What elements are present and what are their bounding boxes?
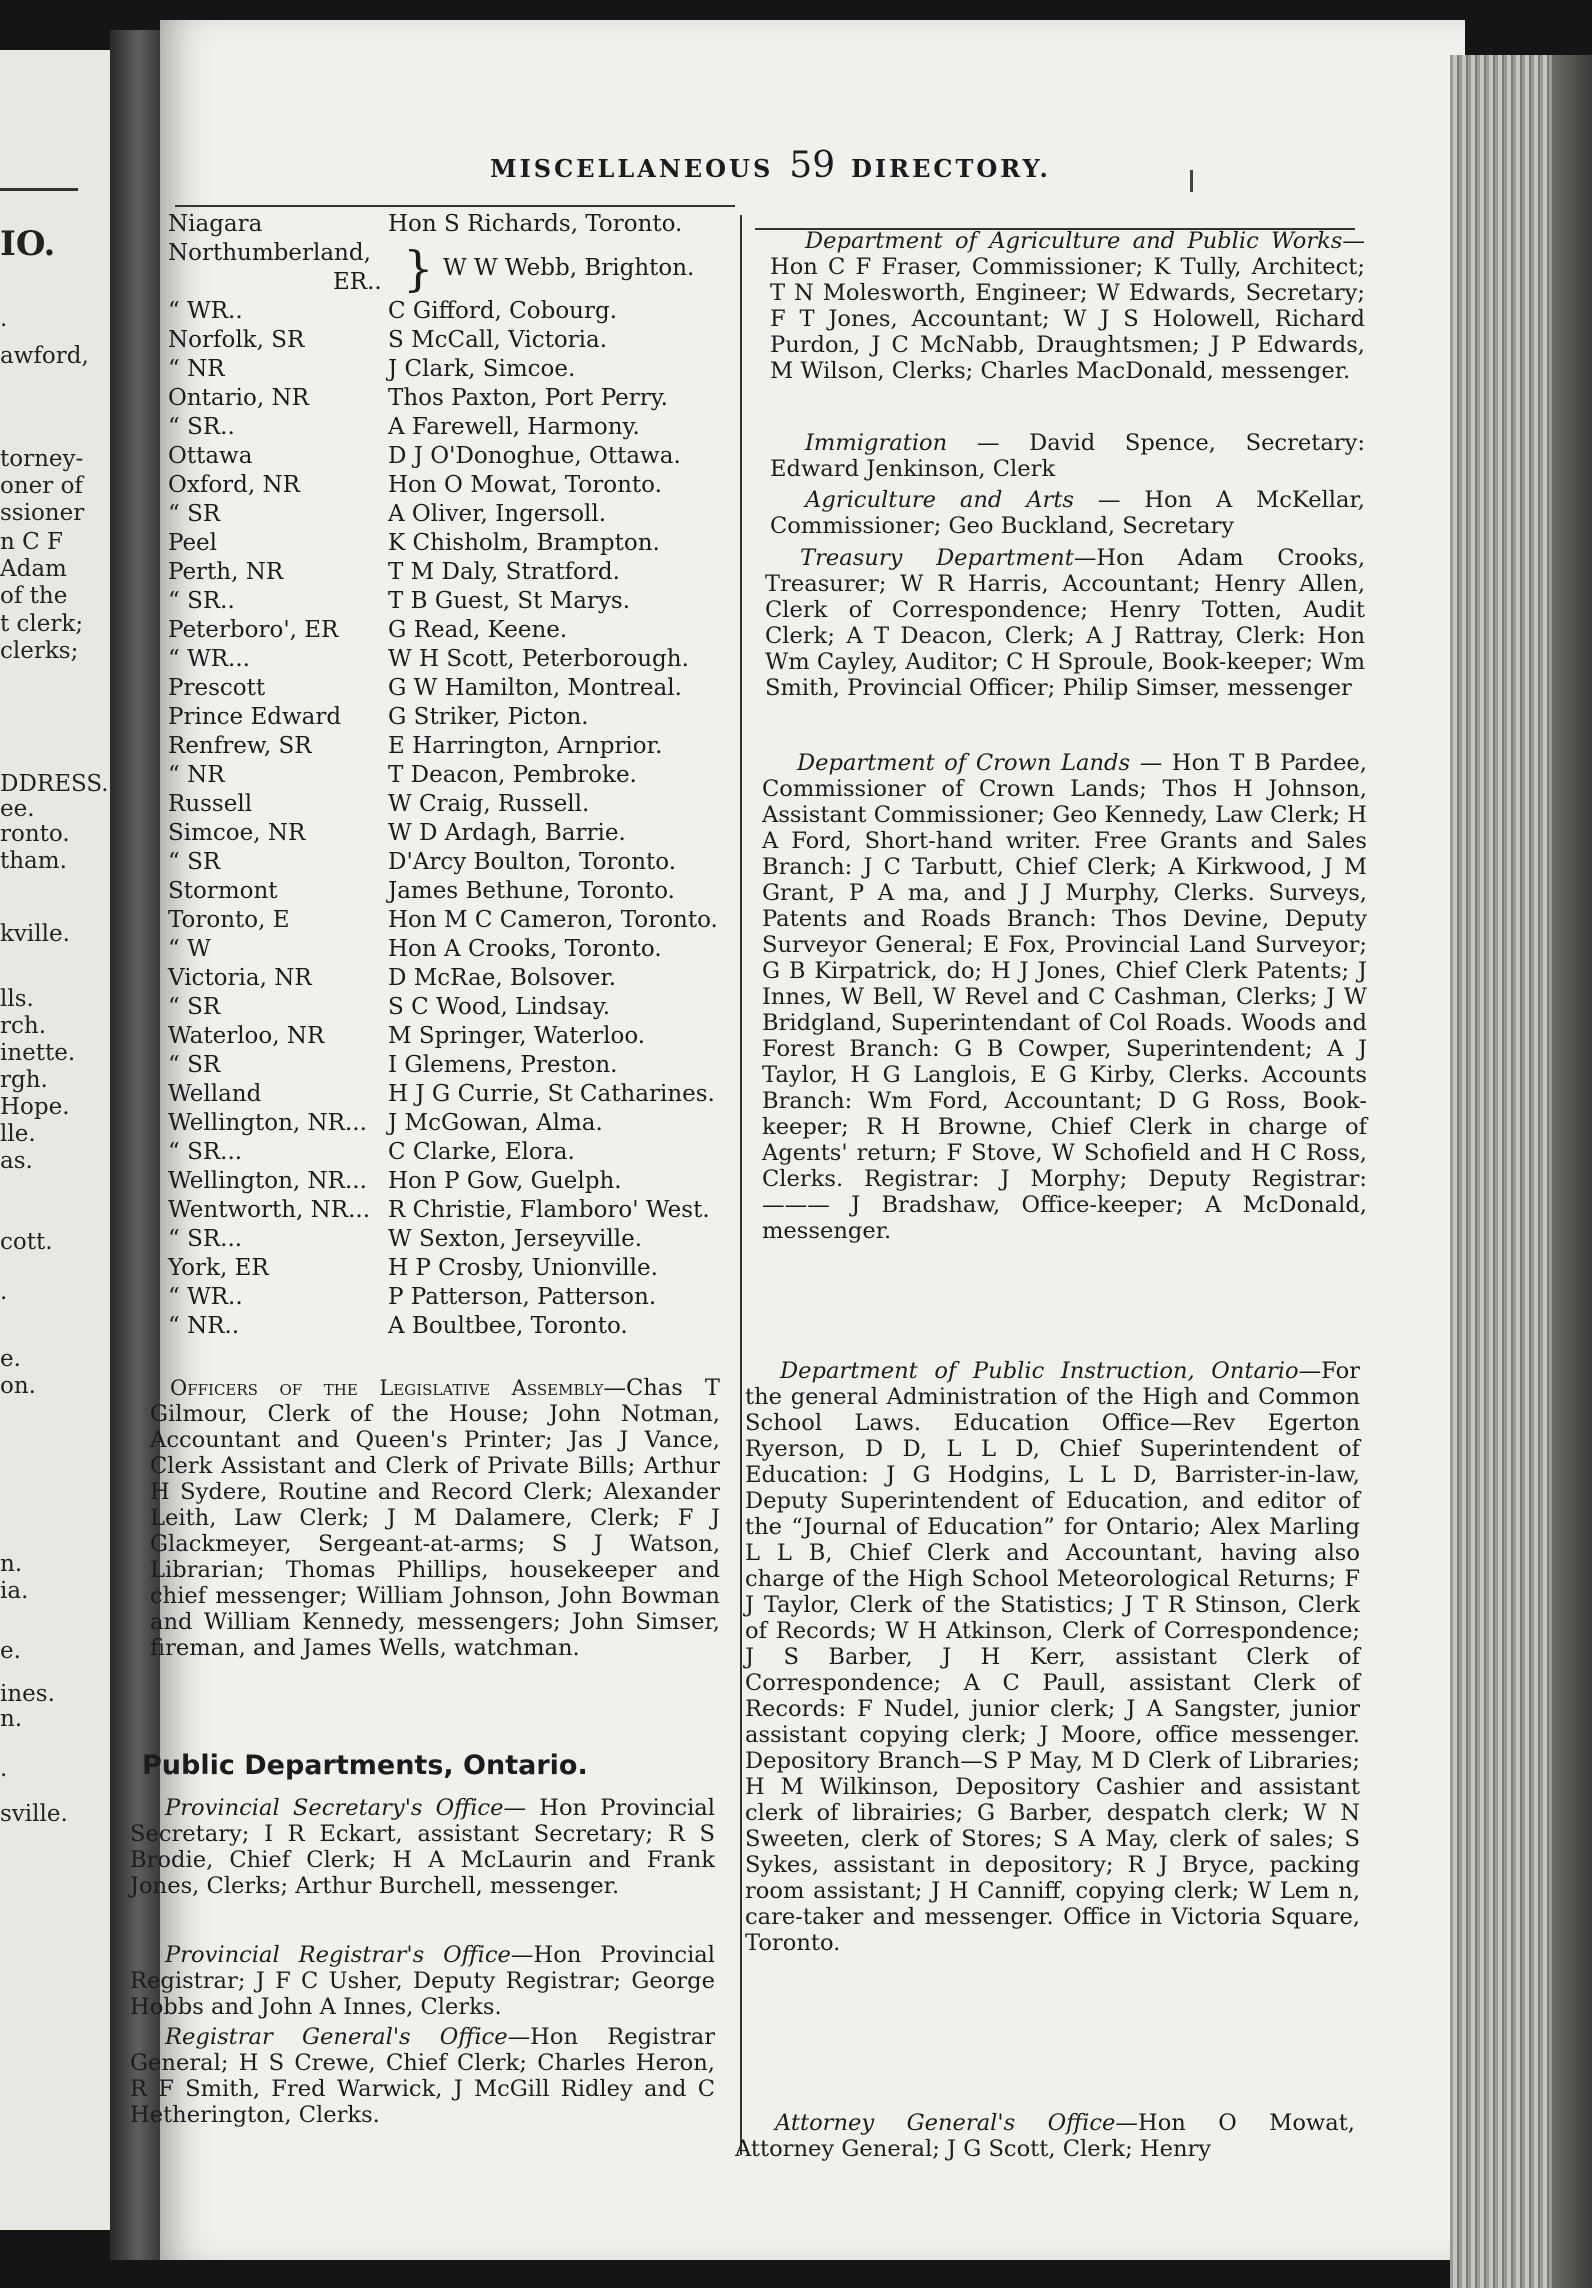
constituency: “ SR...: [168, 1226, 243, 1252]
section-text: —Hon C F Fraser, Commissioner; K Tully, Architect; T N Molesworth, Engineer; W Edwards, Secretary; F T Jones, Accountant; W J S Holowell, Richard Purdon, J C McNabb, Draughtsmen; J P Edwards, M Wilson, Clerks; Charles MacDonald, messenger.: [770, 228, 1365, 384]
member-row: [168, 413, 738, 442]
constituency: Simcoe, NR: [168, 820, 306, 846]
registrar-general-office: [130, 2024, 715, 2128]
immigration-section: [770, 430, 1365, 482]
member-name: D J O'Donoghue, Ottawa.: [388, 443, 681, 469]
member-name: T B Guest, St Marys.: [388, 588, 631, 614]
constituency: Waterloo, NR: [168, 1023, 325, 1049]
previous-page-fragment: clerks;: [0, 638, 79, 664]
previous-page-fragment: awford,: [0, 343, 89, 369]
print-mark: [1190, 170, 1193, 192]
previous-page-fragment: on.: [0, 1373, 36, 1399]
section-lead: Provincial Registrar's Office: [165, 1942, 511, 1968]
page-number: 59: [789, 145, 836, 186]
member-name: I Glemens, Preston.: [388, 1052, 618, 1078]
member-row: [168, 964, 738, 993]
previous-page-fragment: lle.: [0, 1121, 36, 1147]
member-row: [168, 210, 738, 239]
previous-page-fragment: inette.: [0, 1040, 76, 1066]
previous-page-fragment: rch.: [0, 1013, 46, 1039]
member-name: D McRae, Bolsover.: [388, 965, 617, 991]
constituency: Russell: [168, 791, 253, 817]
previous-page-fragment: ia.: [0, 1578, 29, 1604]
member-name: A Oliver, Ingersoll.: [388, 501, 607, 527]
section-lead: Department of Public Instruction, Ontario: [780, 1358, 1299, 1384]
section-lead: Agriculture and Arts: [805, 487, 1074, 513]
previous-page-fragment: as.: [0, 1148, 33, 1174]
member-name: D'Arcy Boulton, Toronto.: [388, 849, 677, 875]
previous-page-fragment: ines.: [0, 1681, 55, 1707]
member-row: [168, 1254, 738, 1283]
constituency: “ WR..: [168, 1284, 243, 1310]
previous-page: [0, 50, 118, 2230]
previous-page-fragment: ssioner: [0, 500, 85, 526]
member-row: [168, 616, 738, 645]
section-lead: Provincial Secretary's Office: [165, 1795, 504, 1821]
member-name: G W Hamilton, Montreal.: [388, 675, 682, 701]
member-row: [168, 1109, 738, 1138]
constituency: “ WR...: [168, 646, 250, 672]
member-row: [168, 355, 738, 384]
treasury-department: [765, 545, 1365, 701]
previous-page-fragment: ee.: [0, 796, 35, 822]
constituency: “ W: [168, 936, 211, 962]
member-row: [168, 1051, 738, 1080]
member-row: [168, 674, 738, 703]
department-public-instruction: [745, 1358, 1360, 1956]
previous-page-fragment: n C F: [0, 529, 63, 555]
previous-page-fragment: .: [0, 306, 8, 332]
member-row: [168, 239, 738, 297]
constituency: Prince Edward: [168, 704, 342, 730]
previous-page-fragment: Hope.: [0, 1094, 70, 1120]
previous-page-fragment: DDRESS.: [0, 771, 109, 797]
member-row: [168, 587, 738, 616]
member-name: W D Ardagh, Barrie.: [388, 820, 626, 846]
page-edges: [1450, 55, 1592, 2288]
member-row: [168, 297, 738, 326]
section-text: —Hon O Mowat, Attorney General; J G Scott, Clerk; Henry: [735, 2110, 1355, 2162]
header-rule-left: [175, 205, 735, 207]
member-name: W H Scott, Peterborough.: [388, 646, 689, 672]
member-row: [168, 1225, 738, 1254]
page-header: [490, 145, 1051, 186]
header-right-word: DIRECTORY.: [851, 154, 1051, 183]
previous-page-fragment: .: [0, 1279, 8, 1305]
constituency: “ WR..: [168, 298, 243, 324]
member-name: R Christie, Flamboro' West.: [388, 1197, 710, 1223]
member-list: [168, 210, 738, 1341]
constituency: “ SR: [168, 501, 221, 527]
previous-page-fragment: ronto.: [0, 821, 70, 847]
member-name: J Clark, Simcoe.: [388, 356, 576, 382]
section-text: —Hon Registrar General; H S Crewe, Chief Clerk; Charles Heron, R F Smith, Fred Warwick, J McGill Ridley and C Hetherington, Clerks.: [130, 2024, 716, 2128]
constituency: “ NR..: [168, 1313, 240, 1339]
member-row: [168, 906, 738, 935]
constituency: Toronto, E: [168, 907, 290, 933]
member-row: [168, 993, 738, 1022]
section-lead: Department of Crown Lands: [797, 750, 1131, 776]
previous-page-fragment: lls.: [0, 986, 34, 1012]
constituency: “ NR: [168, 356, 225, 382]
section-lead: Officers of the Legislative Assembly: [170, 1376, 604, 1400]
constituency: Peel: [168, 530, 218, 556]
member-name: S C Wood, Lindsay.: [388, 994, 611, 1020]
member-row: [168, 1080, 738, 1109]
section-lead: Treasury Department: [800, 545, 1074, 571]
constituency: “ NR: [168, 762, 225, 788]
member-row: [168, 558, 738, 587]
member-name: K Chisholm, Brampton.: [388, 530, 660, 556]
member-name: James Bethune, Toronto.: [388, 878, 675, 904]
constituency: Oxford, NR: [168, 472, 300, 498]
member-row: [168, 529, 738, 558]
member-row: [168, 761, 738, 790]
constituency: Victoria, NR: [168, 965, 312, 991]
constituency: Perth, NR: [168, 559, 284, 585]
section-lead: Attorney General's Office: [775, 2110, 1116, 2136]
constituency: Renfrew, SR: [168, 733, 312, 759]
previous-page-fragment: Adam: [0, 556, 67, 582]
member-name: W Craig, Russell.: [388, 791, 590, 817]
section-text: —Hon Adam Crooks, Treasurer; W R Harris, Accountant; Henry Allen, Clerk of Correspondence; Henry Totten, Audit Clerk; A T Deacon, Clerk; A J Rattray, Clerk: Hon Wm Cayley, Auditor; C H Sproule, Book-keeper; Wm Smith, Provincial Officer; Philip Simser, messenger: [765, 545, 1365, 701]
previous-page-rule: [0, 188, 78, 191]
constituency: Ottawa: [168, 443, 253, 469]
section-text: — Hon T B Pardee, Commissioner of Crown Lands; Thos H Johnson, Assistant Commissioner; Geo Kennedy, Law Clerk; H A Ford, Short-hand writer. Free Grants and Sales Branch: J C Tarbutt, Chief Clerk; A Kirkwood, J M Grant, P A ma, and J J Murphy, Clerks. Surveys, Patents and Roads Branch: Thos Devine, Deputy Surveyor General; E Fox, Provincial Land Surveyor; G B Kirpatrick, do; H J Jones, Chief Clerk Patents; J Innes, W Bell, W Revel and C Cashman, Clerks; J W Bridgland, Superintendant of Col Roads. Woods and Forest Branch: G B Cowper, Superintendent; A J Taylor, H G Langlois, E G Kirby, Clerks. Accounts Branch: Wm Ford, Accountant; D G Ross, Book-keeper; R H Browne, Chief Clerk in charge of Agents' return; F Stove, W Schofield and H C Ross, Clerks. Registrar: J Morphy; Deputy Registrar: ——— J Bradshaw, Office-keeper; A McDonald, messenger.: [762, 750, 1367, 1244]
member-name: H P Crosby, Unionville.: [388, 1255, 658, 1281]
constituency-riding: ER..: [333, 269, 382, 295]
member-name: C Clarke, Elora.: [388, 1139, 575, 1165]
member-name: Hon M C Cameron, Toronto.: [388, 907, 718, 933]
member-name: C Gifford, Cobourg.: [388, 298, 618, 324]
previous-page-fragment: kville.: [0, 921, 70, 947]
member-name: W Sexton, Jerseyville.: [388, 1226, 643, 1252]
section-text: —Chas T Gilmour, Clerk of the House; John Notman, Accountant and Queen's Printer; Jas J Vance, Clerk Assistant and Clerk of Private Bills; Arthur H Sydere, Routine and Record Clerk; Alexander Leith, Law Clerk; J M Dalamere, Clerk; F J Glackmeyer, Sergeant-at-arms; S J Watson, Librarian; Thomas Phillips, housekeeper and chief messenger; William Johnson, John Bowman and William Kennedy, messengers; John Simser, fireman, and James Wells, watchman.: [150, 1375, 721, 1661]
member-row: [168, 500, 738, 529]
public-departments-heading: Public Departments, Ontario.: [142, 1750, 588, 1781]
member-name: S McCall, Victoria.: [388, 327, 608, 353]
provincial-secretary-office: [130, 1795, 715, 1899]
member-name: Hon O Mowat, Toronto.: [388, 472, 662, 498]
member-row: [168, 1196, 738, 1225]
member-row: [168, 703, 738, 732]
member-row: [168, 326, 738, 355]
member-name: G Striker, Picton.: [388, 704, 589, 730]
book-edge-shadow: [1552, 55, 1592, 2288]
member-row: [168, 732, 738, 761]
previous-page-fragment: cott.: [0, 1229, 53, 1255]
attorney-general-office: [735, 2110, 1355, 2162]
agriculture-arts-section: [770, 487, 1365, 539]
officers-legislative-assembly: [150, 1375, 720, 1661]
previous-page-fragment: rgh.: [0, 1067, 48, 1093]
member-row: [168, 1022, 738, 1051]
member-name: G Read, Keene.: [388, 617, 568, 643]
member-name: E Harrington, Arnprior.: [388, 733, 663, 759]
constituency: Wellington, NR...: [168, 1168, 367, 1194]
member-row: [168, 790, 738, 819]
constituency: Prescott: [168, 675, 266, 701]
member-row: [168, 819, 738, 848]
previous-page-fragment: tham.: [0, 848, 67, 874]
previous-page-fragment: sville.: [0, 1801, 68, 1827]
member-row: [168, 384, 738, 413]
previous-page-fragment: n.: [0, 1551, 23, 1577]
member-name: M Springer, Waterloo.: [388, 1023, 646, 1049]
previous-page-fragment: .: [0, 1756, 8, 1782]
member-row: [168, 848, 738, 877]
member-name: Thos Paxton, Port Perry.: [388, 385, 668, 411]
section-text: — Hon A McKellar, Commissioner; Geo Buckland, Secretary: [770, 487, 1365, 539]
previous-page-fragment: IO.: [0, 224, 56, 264]
section-text: — David Spence, Secretary: Edward Jenkinson, Clerk: [770, 430, 1365, 482]
constituency: “ SR: [168, 994, 221, 1020]
member-name: A Farewell, Harmony.: [388, 414, 640, 440]
member-name: Hon P Gow, Guelph.: [388, 1168, 622, 1194]
previous-page-fragment: n.: [0, 1706, 23, 1732]
department-crown-lands: [762, 750, 1367, 1244]
header-left-word: MISCELLANEOUS: [490, 154, 774, 183]
constituency: “ SR..: [168, 414, 235, 440]
member-name: Hon S Richards, Toronto.: [388, 211, 683, 237]
previous-page-fragment: e.: [0, 1638, 21, 1664]
constituency: Stormont: [168, 878, 278, 904]
constituency: Northumberland,: [168, 240, 371, 266]
member-name: A Boultbee, Toronto.: [388, 1313, 628, 1339]
member-name: W W Webb, Brighton.: [443, 255, 695, 281]
section-lead: Registrar General's Office: [165, 2024, 508, 2050]
constituency: Welland: [168, 1081, 262, 1107]
constituency: “ SR..: [168, 588, 235, 614]
section-text: — Hon Provincial Secretary; I R Eckart, assistant Secretary; R S Brodie, Chief Clerk; H A McLaurin and Frank Jones, Clerks; Arthur Burchell, messenger.: [130, 1795, 715, 1899]
member-name: H J G Currie, St Catharines.: [388, 1081, 715, 1107]
member-row: [168, 1312, 738, 1341]
previous-page-fragment: e.: [0, 1346, 21, 1372]
member-row: [168, 471, 738, 500]
brace-glyph: }: [403, 241, 434, 297]
department-agriculture-public-works: [770, 228, 1365, 384]
previous-page-fragment: oner of: [0, 473, 83, 499]
section-lead: Department of Agriculture and Public Works: [805, 228, 1343, 254]
constituency: “ SR: [168, 849, 221, 875]
column-divider: [740, 215, 742, 2155]
member-name: T Deacon, Pembroke.: [388, 762, 637, 788]
member-name: P Patterson, Patterson.: [388, 1284, 657, 1310]
constituency: Wentworth, NR...: [168, 1197, 371, 1223]
section-text: —Hon Provincial Registrar; J F C Usher, Deputy Registrar; George Hobbs and John A Innes, Clerks.: [130, 1942, 715, 2020]
constituency: “ SR...: [168, 1139, 243, 1165]
member-row: [168, 935, 738, 964]
section-text: —For the general Administration of the High and Common School Laws. Education Office—Rev Egerton Ryerson, D D, L L D, Chief Superintendent of Education: J G Hodgins, L L D, Barrister-in-law, Deputy Superintendent of Education, and editor of the “Journal of Education” for Ontario; Alex Marling L L B, Chief Clerk and Accountant, having also charge of the High School Meteorological Returns; F J Taylor, Clerk of the Statistics; J T R Stinson, Clerk of Records; W H Atkinson, Clerk of Correspondence; J S Barber, J H Kerr, assistant Clerk of Correspondence; A C Paull, assistant Clerk of Records: F Nudel, junior clerk; J A Sangster, junior assistant copying clerk; J Moore, office messenger. Depository Branch—S P May, M D Clerk of Libraries; H M Wilkinson, Depository Cashier and assistant clerk of librairies; G Barber, despatch clerk; W N Sweeten, clerk of Stores; S A May, clerk of sales; S Sykes, assistant in depository; R J Bryce, packing room assistant; J H Canniff, copying clerk; W Lem n, care-taker and messenger. Office in Victoria Square, Toronto.: [745, 1358, 1360, 1956]
member-row: [168, 1167, 738, 1196]
member-row: [168, 442, 738, 471]
member-name: J McGowan, Alma.: [388, 1110, 603, 1136]
member-row: [168, 1138, 738, 1167]
previous-page-fragment: t clerk;: [0, 611, 84, 637]
member-name: Hon A Crooks, Toronto.: [388, 936, 662, 962]
constituency: Norfolk, SR: [168, 327, 305, 353]
provincial-registrar-office: [130, 1942, 715, 2020]
member-row: [168, 1283, 738, 1312]
constituency: Wellington, NR...: [168, 1110, 367, 1136]
constituency: Niagara: [168, 211, 263, 237]
previous-page-fragment: of the: [0, 583, 68, 609]
constituency: Ontario, NR: [168, 385, 309, 411]
constituency: York, ER: [168, 1255, 269, 1281]
constituency: “ SR: [168, 1052, 221, 1078]
previous-page-fragment: torney-: [0, 446, 84, 472]
member-row: [168, 877, 738, 906]
section-lead: Immigration: [805, 430, 948, 456]
member-name: T M Daly, Stratford.: [388, 559, 620, 585]
constituency: Peterboro', ER: [168, 617, 339, 643]
member-row: [168, 645, 738, 674]
